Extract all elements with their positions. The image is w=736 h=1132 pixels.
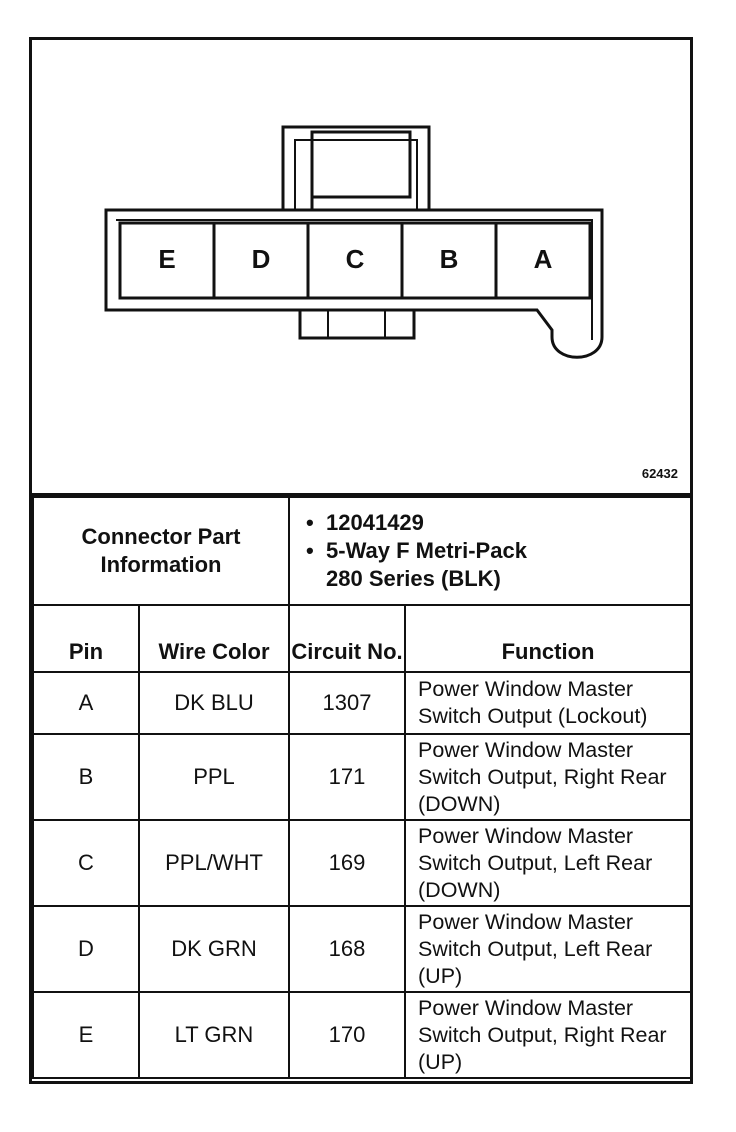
circuit-cell: 1307 xyxy=(289,672,405,734)
connector-description-line1: 5-Way F Metri-Pack xyxy=(326,538,527,563)
connector-info-values: • 12041429 • 5-Way F Metri-Pack 280 Series (BLK) xyxy=(289,497,691,605)
header-circuit: Circuit No. xyxy=(289,605,405,672)
cavity-label-c: C xyxy=(345,244,365,274)
function-cell: Power Window Master Switch Output, Left Rear (UP) xyxy=(405,906,691,992)
wire-color-cell: DK BLU xyxy=(139,672,289,734)
pinout-table xyxy=(32,496,692,1079)
table-header-row xyxy=(33,605,691,672)
figure-id: 62432 xyxy=(641,466,678,481)
table-row xyxy=(33,906,691,992)
cavity-label-e: E xyxy=(158,244,176,274)
function-cell: Power Window Master Switch Output (Lockout) xyxy=(405,672,691,734)
table-row xyxy=(33,734,691,820)
circuit-cell: 171 xyxy=(289,734,405,820)
part-number: 12041429 xyxy=(326,510,424,535)
function-cell: Power Window Master Switch Output, Right Rear (DOWN) xyxy=(405,734,691,820)
table-row xyxy=(33,992,691,1078)
cavity-label-a: A xyxy=(533,244,553,274)
wire-color-cell: PPL xyxy=(139,734,289,820)
pin-cell: D xyxy=(33,906,139,992)
wire-color-cell: PPL/WHT xyxy=(139,820,289,906)
header-function: Function xyxy=(405,605,691,672)
connector-info-row xyxy=(33,497,691,605)
circuit-cell: 170 xyxy=(289,992,405,1078)
cavity-label-d: D xyxy=(251,244,271,274)
header-pin: Pin xyxy=(33,605,139,672)
header-wire-color: Wire Color xyxy=(139,605,289,672)
connector-info-label: Connector Part Information xyxy=(33,497,289,605)
wire-color-cell: LT GRN xyxy=(139,992,289,1078)
function-cell: Power Window Master Switch Output, Left Rear (DOWN) xyxy=(405,820,691,906)
connector-diagram xyxy=(32,40,690,496)
wire-color-cell: DK GRN xyxy=(139,906,289,992)
table-row xyxy=(33,672,691,734)
connector-description-line2: 280 Series (BLK) xyxy=(326,566,501,591)
pin-cell: B xyxy=(33,734,139,820)
pin-cell: C xyxy=(33,820,139,906)
table-row xyxy=(33,820,691,906)
cavity-label-b: B xyxy=(439,244,459,274)
function-cell: Power Window Master Switch Output, Right Rear (UP) xyxy=(405,992,691,1078)
pin-cell: A xyxy=(33,672,139,734)
circuit-cell: 169 xyxy=(289,820,405,906)
connector-drawing xyxy=(32,40,690,490)
circuit-cell: 168 xyxy=(289,906,405,992)
document-frame xyxy=(29,37,693,1084)
pin-cell: E xyxy=(33,992,139,1078)
